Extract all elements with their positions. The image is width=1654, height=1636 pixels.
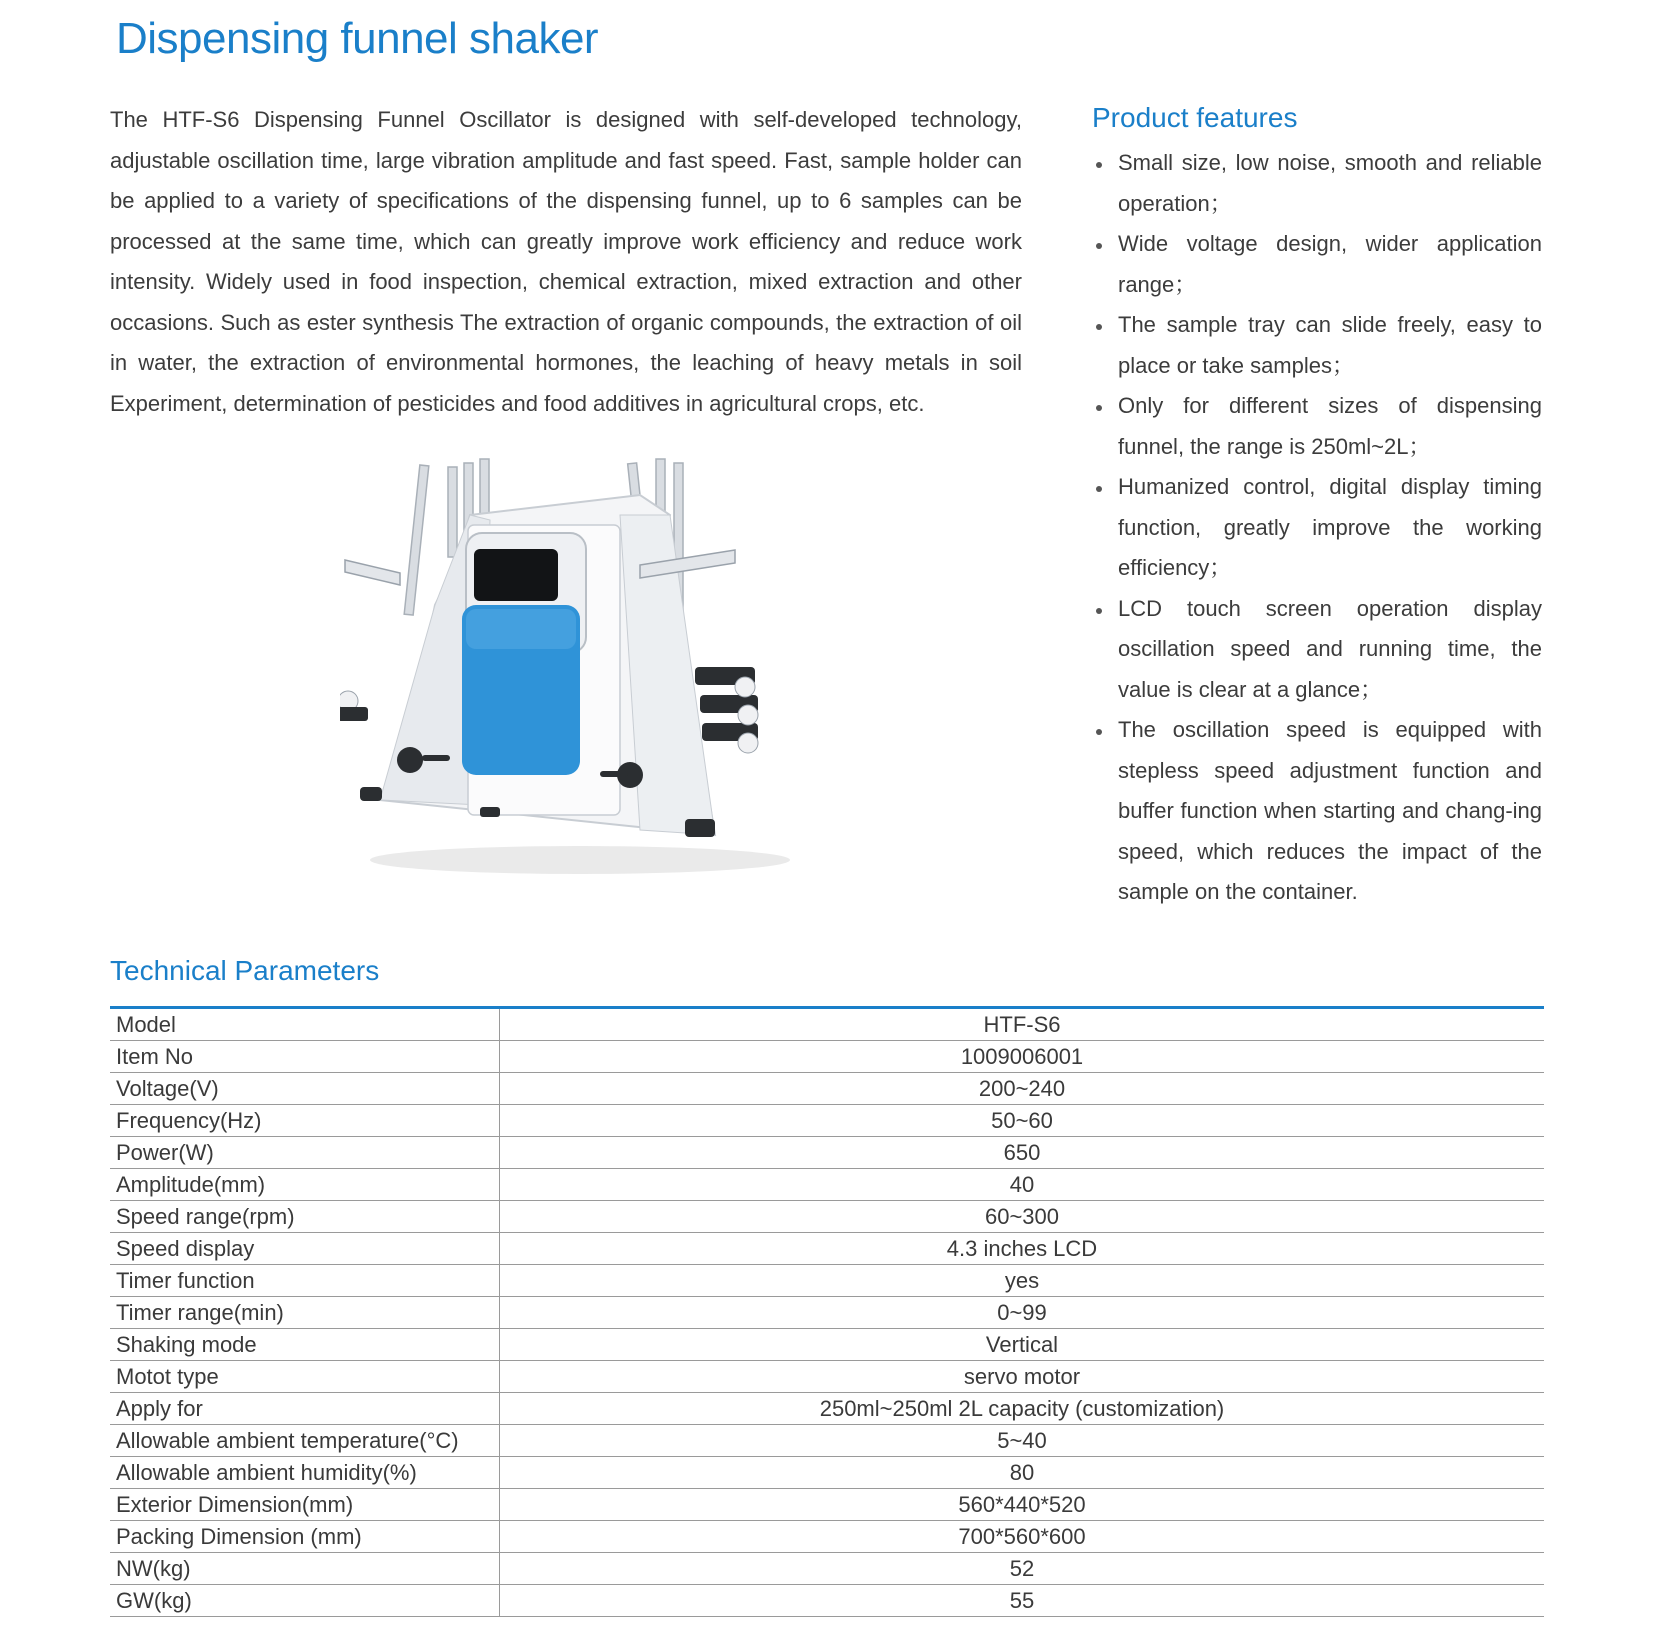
param-name: Exterior Dimension(mm) <box>110 1489 500 1521</box>
param-value: 650 <box>500 1137 1545 1169</box>
param-name: Motot type <box>110 1361 500 1393</box>
param-value: 560*440*520 <box>500 1489 1545 1521</box>
param-name: Shaking mode <box>110 1329 500 1361</box>
param-name: Frequency(Hz) <box>110 1105 500 1137</box>
param-name: Item No <box>110 1041 500 1073</box>
param-name: Power(W) <box>110 1137 500 1169</box>
feature-item: Small size, low noise, smooth and reliable operation； <box>1092 143 1542 224</box>
param-name: Timer range(min) <box>110 1297 500 1329</box>
table-row <box>110 1073 1544 1105</box>
param-value: 1009006001 <box>500 1041 1545 1073</box>
param-value: 0~99 <box>500 1297 1545 1329</box>
param-name: Packing Dimension (mm) <box>110 1521 500 1553</box>
table-row <box>110 1233 1544 1265</box>
param-value: 4.3 inches LCD <box>500 1233 1545 1265</box>
param-name: Voltage(V) <box>110 1073 500 1105</box>
table-row <box>110 1457 1544 1489</box>
technical-parameters-heading: Technical Parameters <box>110 955 380 986</box>
technical-parameters-table <box>110 1006 1544 1617</box>
param-name: NW(kg) <box>110 1553 500 1585</box>
table-row <box>110 1329 1544 1361</box>
table-row <box>110 1553 1544 1585</box>
table-row <box>110 1521 1544 1553</box>
table-row <box>110 1361 1544 1393</box>
table-row <box>110 1169 1544 1201</box>
param-name: Speed range(rpm) <box>110 1201 500 1233</box>
table-row <box>110 1393 1544 1425</box>
param-value: servo motor <box>500 1361 1545 1393</box>
param-value: 40 <box>500 1169 1545 1201</box>
intro-paragraph: The HTF-S6 Dispensing Funnel Oscillator is designed with self-developed technology, adjustable oscillation time, large vibration amplitude and fast speed. Fast, sample holder can be applied to a variety of specifications of the dispensing funnel, up to 6 samples can be processed at the same time, which can greatly improve work efficiency and reduce work intensity. Widely used in food inspection, chemical extraction, mixed extraction and other occasions. Such as ester synthesis The extraction of organic compounds, the extraction of oil in water, the extraction of environmental hormones, the leaching of heavy metals in soil Experiment, determination of pesticides and food additives in agricultural crops, etc. <box>110 107 1022 416</box>
feature-item: Only for different sizes of dispensing funnel, the range is 250ml~2L； <box>1092 386 1542 467</box>
feature-item: LCD touch screen operation display oscillation speed and running time, the value is clear at a glance； <box>1092 589 1542 711</box>
param-value: 50~60 <box>500 1105 1545 1137</box>
param-name: Timer function <box>110 1265 500 1297</box>
table-row <box>110 1489 1544 1521</box>
features-list <box>1092 143 1542 913</box>
param-name: Allowable ambient humidity(%) <box>110 1457 500 1489</box>
table-row <box>110 1201 1544 1233</box>
table-row <box>110 1008 1544 1041</box>
table-row <box>110 1137 1544 1169</box>
param-value: 200~240 <box>500 1073 1545 1105</box>
feature-item: Humanized control, digital display timing function, greatly improve the working efficiency； <box>1092 467 1542 589</box>
param-value: 250ml~250ml 2L capacity (customization) <box>500 1393 1545 1425</box>
table-row <box>110 1425 1544 1457</box>
param-value: 5~40 <box>500 1425 1545 1457</box>
table-row <box>110 1585 1544 1617</box>
param-name: Speed display <box>110 1233 500 1265</box>
table-row <box>110 1297 1544 1329</box>
feature-item: The sample tray can slide freely, easy to place or take samples； <box>1092 305 1542 386</box>
param-value: HTF-S6 <box>500 1008 1545 1041</box>
table-row <box>110 1105 1544 1137</box>
param-value: 52 <box>500 1553 1545 1585</box>
param-name: Apply for <box>110 1393 500 1425</box>
feature-item: Wide voltage design, wider application range； <box>1092 224 1542 305</box>
features-heading: Product features <box>1092 102 1298 133</box>
page-title: Dispensing funnel shaker <box>116 14 599 63</box>
param-name: GW(kg) <box>110 1585 500 1617</box>
param-name: Model <box>110 1008 500 1041</box>
table-row <box>110 1041 1544 1073</box>
param-value: 80 <box>500 1457 1545 1489</box>
param-value: Vertical <box>500 1329 1545 1361</box>
table-row <box>110 1265 1544 1297</box>
param-name: Amplitude(mm) <box>110 1169 500 1201</box>
feature-item: The oscillation speed is equipped with stepless speed adjustment function and buffer function when starting and chang-ing speed, which reduces the impact of the sample on the container. <box>1092 710 1542 913</box>
param-value: 60~300 <box>500 1201 1545 1233</box>
param-value: 55 <box>500 1585 1545 1617</box>
param-value: 700*560*600 <box>500 1521 1545 1553</box>
param-name: Allowable ambient temperature(°C) <box>110 1425 500 1457</box>
product-image <box>340 455 820 895</box>
funnel-shaker-illustration <box>340 455 820 895</box>
param-value: yes <box>500 1265 1545 1297</box>
